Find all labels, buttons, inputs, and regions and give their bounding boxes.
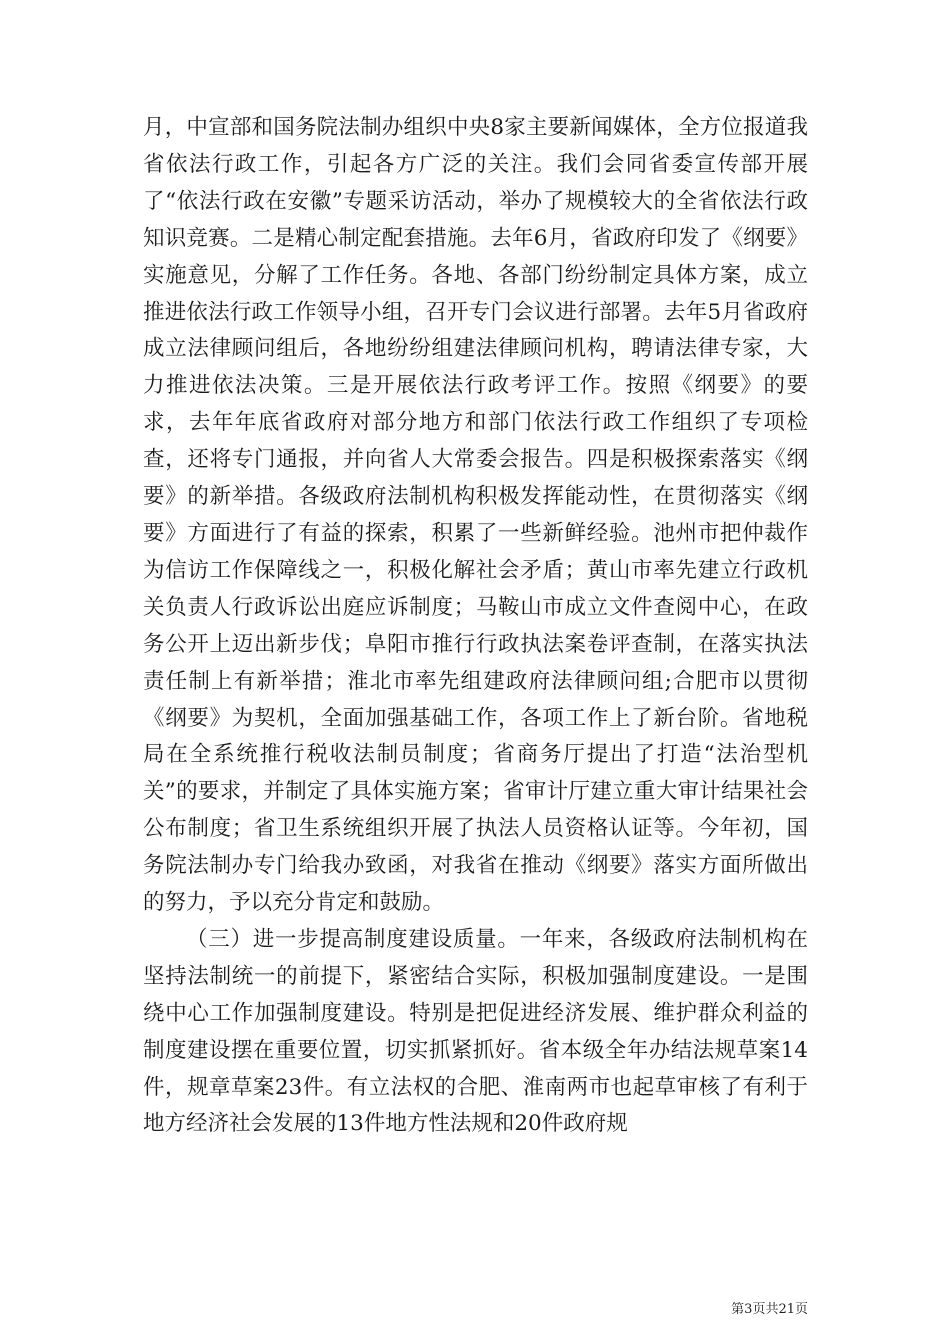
page-number-footer: 第3页共21页 (731, 1302, 808, 1317)
paragraph-2: （三）进一步提高制度建设质量。一年来，各级政府法制机构在坚持法制统一的前提下，紧密结合实际，积极加强制度建设。一是围绕中心工作加强制度建设。特别是把促进经济发展、维护群众利益的制度建设摆在重要位置，切实抓紧抓好。省本级全年办结法规草案14件，规章草案23件。有立法权的合肥、淮南两市也起草审核了有利于地方经济社会发展的13件地方性法规和20件政府规 (143, 926, 808, 1137)
paragraph-1: 月，中宣部和国务院法制办组织中央8家主要新闻媒体，全方位报道我省依法行政工作，引起各方广泛的关注。我们会同省委宣传部开展了“依法行政在安徽”专题采访活动，举办了规模较大的全省依法行政知识竞赛。二是精心制定配套措施。去年6月，省政府印发了《纲要》实施意见，分解了工作任务。各地、各部门纷纷制定具体方案，成立推进依法行政工作领导小组，召开专门会议进行部署。去年5月省政府成立法律顾问组后，各地纷纷组建法律顾问机构，聘请法律专家，大力推进依法决策。三是开展依法行政考评工作。按照《纲要》的要求，去年年底省政府对部分地方和部门依法行政工作组织了专项检查，还将专门通报，并向省人大常委会报告。四是积极探索落实《纲要》的新举措。各级政府法制机构积极发挥能动性，在贯彻落实《纲要》方面进行了有益的探索，积累了一些新鲜经验。池州市把仲裁作为信访工作保障线之一，积极化解社会矛盾；黄山市率先建立行政机关负责人行政诉讼出庭应诉制度；马鞍山市成立文件查阅中心，在政务公开上迈出新步伐；阜阳市推行行政执法案卷评查制，在落实执法责任制上有新举措；淮北市率先组建政府法律顾问组;合肥市以贯彻《纲要》为契机，全面加强基础工作，各项工作上了新台阶。省地税局在全系统推行税收法制员制度；省商务厅提出了打造“法治型机关”的要求，并制定了具体实施方案；省审计厅建立重大审计结果社会公布制度；省卫生系统组织开展了执法人员资格认证等。今年初，国务院法制办专门给我办致函，对我省在推动《纲要》落实方面所做出的努力，予以充分肯定和鼓励。 (143, 115, 808, 916)
body-text (143, 110, 808, 1143)
